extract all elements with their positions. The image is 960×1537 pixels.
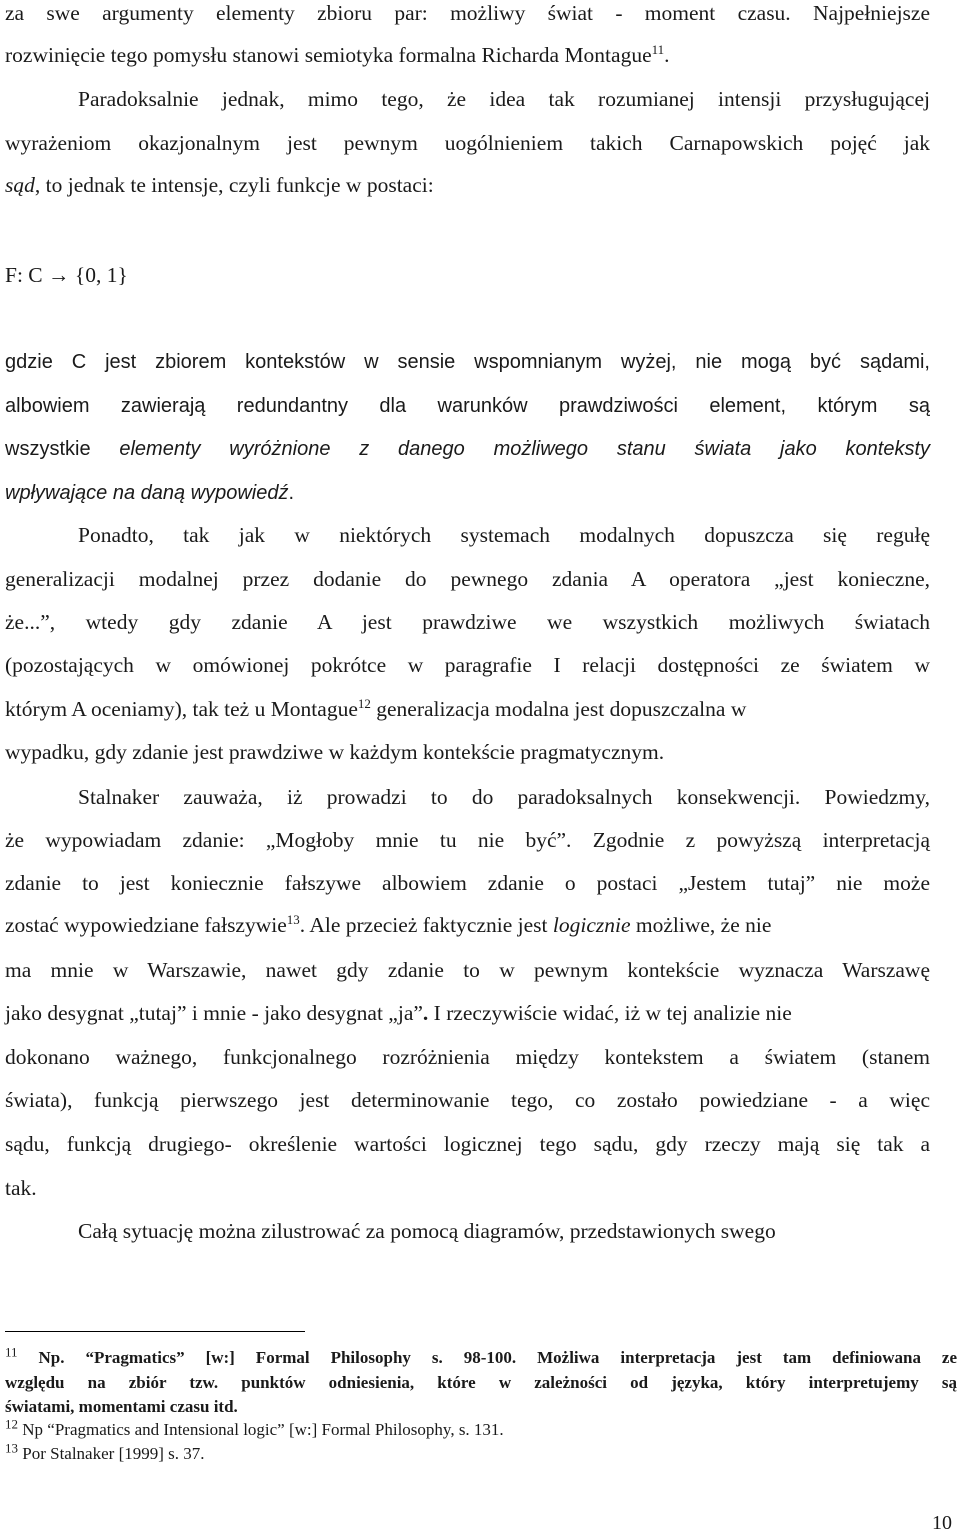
text: którym A oceniamy), tak też u Montague <box>5 697 358 721</box>
text: świata), funkcją pierwszego jest determinowanie tego, co zostało powiedziane - a więc <box>5 1088 930 1112</box>
text: , to jednak te intensje, czyli funkcje w postaci: <box>34 173 434 197</box>
text: albowiem zawierają redundantny dla warunków prawdziwości element, którym są <box>5 395 930 417</box>
text-line <box>5 1131 930 1157</box>
text: Por Stalnaker [1999] s. 37. <box>22 1444 205 1463</box>
text: sądu, funkcją drugiego- określenie wartości logicznej tego sądu, gdy rzeczy mają się tak a <box>5 1132 930 1156</box>
text-line <box>5 0 930 26</box>
italic-term: sąd <box>5 173 35 197</box>
text: F: C <box>5 263 49 287</box>
footnote-ref[interactable]: 12 <box>357 695 371 711</box>
text-line <box>5 566 930 592</box>
text: że...”, wtedy gdy zdanie A jest prawdziwe we wszystkich możliwych światach <box>5 610 930 634</box>
bold-period: . <box>422 1001 429 1025</box>
footnote-number: 12 <box>5 1416 18 1432</box>
text: zostać wypowiedziane fałszywie <box>5 913 287 937</box>
text: generalizacja modalna jest dopuszczalna w <box>370 697 747 721</box>
text-line <box>5 696 930 722</box>
paragraph-start <box>78 86 930 112</box>
text: za swe argumenty elementy zbioru par: możliwy świat - moment czasu. Najpełniejsze <box>5 1 930 25</box>
page-number: 10 <box>932 1512 952 1534</box>
footnote-ref[interactable]: 13 <box>286 911 300 927</box>
text-line <box>5 1087 930 1113</box>
text: względu na zbiór tzw. punktów odniesienia, które w zależności od języka, który interpretujemy są <box>5 1373 957 1392</box>
text: światami, momentami czasu itd. <box>5 1397 238 1416</box>
text-line <box>5 912 930 938</box>
text-line <box>5 652 930 678</box>
text: . <box>288 482 295 504</box>
text-line <box>5 827 930 853</box>
footnote-11 <box>5 1344 958 1368</box>
text-line <box>5 349 930 375</box>
text-line <box>5 42 930 68</box>
text: Ponadto, tak jak w niektórych systemach modalnych dopuszcza się regułę <box>78 523 930 547</box>
italic-text: wpływające na daną wypowiedź <box>5 482 289 504</box>
text-line <box>5 130 930 156</box>
text-line <box>5 609 930 635</box>
text: dokonano ważnego, funkcjonalnego rozróżnienia między kontekstem a światem (stanem <box>5 1045 930 1069</box>
text-line <box>5 957 930 983</box>
footnote-11-line-3 <box>5 1397 957 1417</box>
text-line <box>5 436 930 462</box>
text: tak. <box>5 1176 37 1200</box>
footnote-12 <box>5 1416 957 1440</box>
text: . Ale przecież faktycznie jest <box>299 913 553 937</box>
footnote-separator <box>5 1331 305 1332</box>
italic-text: elementy wyróżnione z danego możliwego stanu świata jako konteksty <box>119 438 930 460</box>
text: Np “Pragmatics and Intensional logic” [w:] Formal Philosophy, s. 131. <box>22 1420 504 1439</box>
text: . <box>664 43 670 67</box>
text: rozwinięcie tego pomysłu stanowi semiotyka formalna Richarda Montague <box>5 43 652 67</box>
text: możliwe, że nie <box>630 913 772 937</box>
arrow-icon: → <box>48 263 70 287</box>
paragraph-start <box>78 1218 960 1244</box>
footnote-number: 13 <box>5 1440 18 1456</box>
text: generalizacji modalnej przez dodanie do pewnego zdania A operatora „jest konieczne, <box>5 567 930 591</box>
text: {0, 1} <box>69 263 128 287</box>
italic-term: logicznie <box>552 913 631 937</box>
text: wyrażeniom okazjonalnym jest pewnym uogólnieniem takich Carnapowskich pojęć jak <box>5 131 930 155</box>
text-line <box>5 393 930 419</box>
text-line <box>5 1175 930 1201</box>
text-line <box>5 1044 930 1070</box>
text: I rzeczywiście widać, iż w tej analizie nie <box>428 1001 792 1025</box>
paragraph-start <box>78 784 930 810</box>
text: ma mnie w Warszawie, nawet gdy zdanie to w pewnym kontekście wyznacza Warszawę <box>5 958 930 982</box>
text: (pozostających w omówionej pokrótce w paragrafie I relacji dostępności ze światem w <box>5 653 930 677</box>
text: Stalnaker zauważa, iż prowadzi to do paradoksalnych konsekwencji. Powiedzmy, <box>78 785 930 809</box>
text: Np. “Pragmatics” [w:] Formal Philosophy s. 98-100. Możliwa interpretacja jest tam definiowana ze <box>38 1348 958 1367</box>
text-line <box>5 870 930 896</box>
footnote-number: 11 <box>5 1344 18 1360</box>
text: wszystkie <box>5 438 120 460</box>
text: gdzie C jest zbiorem kontekstów w sensie wspomnianym wyżej, nie mogą być sądami, <box>5 351 930 373</box>
paragraph-start <box>78 522 930 548</box>
text: Całą sytuację można zilustrować za pomocą diagramów, przedstawionych swego <box>78 1219 776 1243</box>
text: wypadku, gdy zdanie jest prawdziwe w każdym kontekście pragmatycznym. <box>5 740 665 764</box>
text: zdanie to jest koniecznie fałszywe albowiem zdanie o postaci „Jestem tutaj” nie może <box>5 871 930 895</box>
footnote-13 <box>5 1440 957 1464</box>
text: Paradoksalnie jednak, mimo tego, że idea tak rozumianej intensji przysługującej <box>78 87 930 111</box>
text-line <box>5 739 930 765</box>
footnote-ref[interactable]: 11 <box>651 41 665 57</box>
text-line <box>5 480 930 506</box>
formula <box>5 262 930 288</box>
text-line <box>5 172 930 198</box>
text: że wypowiadam zdanie: „Mogłoby mnie tu nie być”. Zgodnie z powyższą interpretacją <box>5 828 930 852</box>
text-line <box>5 1000 930 1026</box>
footnote-11-line-2 <box>5 1373 957 1393</box>
text: jako desygnat „tutaj” i mnie - jako desygnat „ja” <box>5 1001 423 1025</box>
